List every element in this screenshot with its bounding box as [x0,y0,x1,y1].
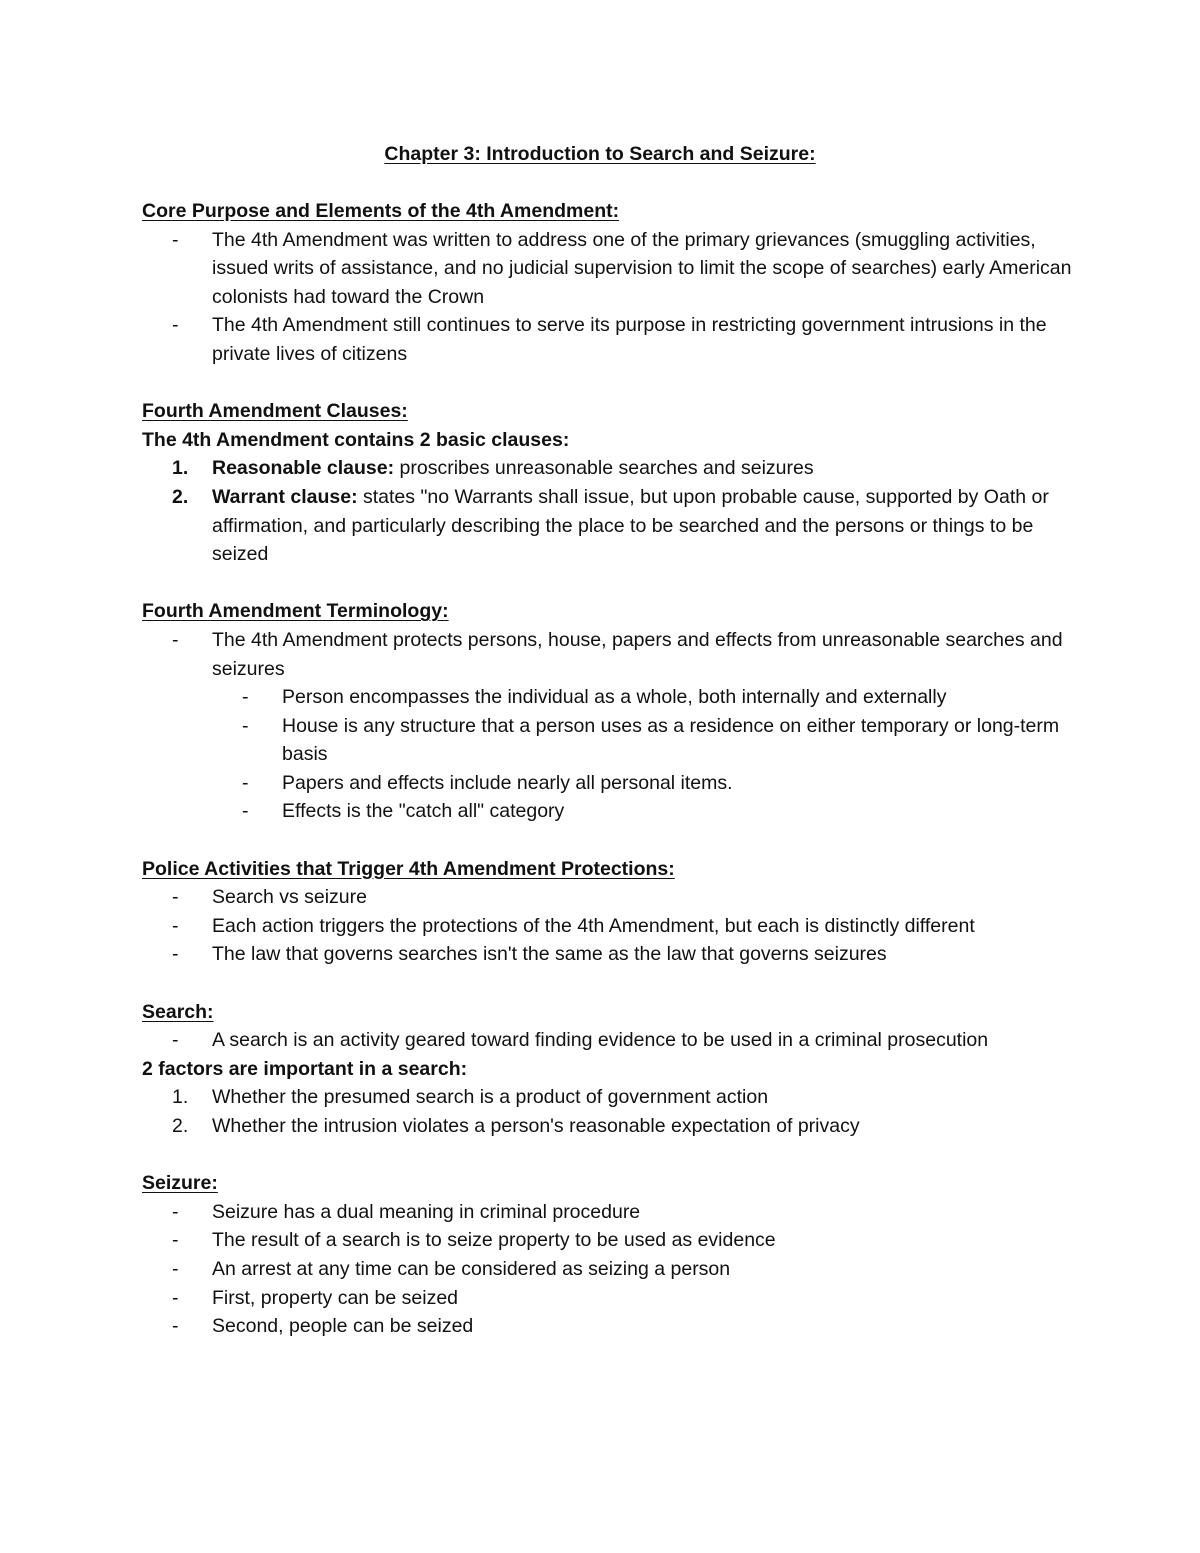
nested-list-item [142,797,1072,826]
section-heading: Fourth Amendment Terminology: [142,600,449,623]
bullet-list [142,1026,1072,1055]
list-item-text: The law that governs searches isn't the same as the law that governs seizures [212,943,887,966]
list-item-text: The result of a search is to seize property to be used as evidence [212,1229,776,1252]
list-item-text: Second, people can be seized [212,1315,474,1338]
list-number: 1. [172,1086,189,1109]
bullet-dash: - [172,1257,179,1280]
list-item-text: Papers and effects include nearly all personal items. [282,771,733,794]
bullet-dash: - [242,714,249,737]
bullet-list [142,1198,1072,1341]
bullet-dash: - [172,1229,179,1252]
list-item [142,912,1072,941]
list-item-text: The 4th Amendment still continues to serve its purpose in restricting government intrusions in the private lives of citizens [212,314,1047,365]
list-item-text: Whether the presumed search is a product of government action [212,1086,769,1109]
list-item [142,311,1072,368]
list-item-text: Seizure has a dual meaning in criminal procedure [212,1200,641,1223]
bullet-dash: - [172,1029,179,1052]
list-item-text: A search is an activity geared toward finding evidence to be used in a criminal prosecution [212,1029,989,1052]
list-item [142,883,1072,912]
numbered-list [142,1083,1072,1140]
bullet-list [142,226,1072,369]
list-item-text: The 4th Amendment was written to address one of the primary grievances (smuggling activities, issued writs of assistance, and no judicial supervision to limit the scope of searches) early American colonists had toward the Crown [212,228,1072,308]
bullet-dash: - [242,686,249,709]
list-item [142,626,1072,683]
list-item-text: The 4th Amendment protects persons, house, papers and effects from unreasonable searches and seizures [212,628,1063,680]
clause-name: Warrant clause: [212,485,358,508]
section-heading: Fourth Amendment Clauses: [142,400,408,423]
list-item-text: Search vs seizure [212,886,367,909]
section-heading: Police Activities that Trigger 4th Amendment Protections: [142,857,675,880]
list-item-text: Whether the intrusion violates a person's reasonable expectation of privacy [212,1115,860,1137]
section-police-activities [142,855,1072,969]
list-item [142,1198,1072,1227]
list-item [142,1226,1072,1255]
list-item-text: Person encompasses the individual as a whole, both internally and externally [282,686,947,709]
list-item-text: First, property can be seized [212,1286,459,1309]
list-item [142,226,1072,312]
list-item-text: Effects is the "catch all" category [282,800,565,823]
clause-name: Reasonable clause: [212,457,395,480]
section-core-purpose [142,197,1072,369]
bullet-dash: - [242,771,249,794]
bullet-dash: - [172,228,179,251]
numbered-list [142,454,1072,568]
section-clauses [142,397,1072,569]
bullet-dash: - [172,1315,179,1338]
list-item [142,483,1072,569]
list-item [142,1312,1072,1341]
section-subheading: The 4th Amendment contains 2 basic clauses: [142,428,570,451]
section-seizure [142,1169,1072,1341]
document-body [142,197,1072,1341]
bullet-dash: - [242,800,249,823]
list-number: 1. [172,457,189,480]
list-item [142,1112,1072,1141]
bullet-dash: - [172,914,179,937]
list-number: 2. [172,485,189,508]
section-heading: Seizure: [142,1172,218,1195]
nested-list-item [142,712,1072,769]
document-title: Chapter 3: Introduction to Search and Seizure: [384,143,816,165]
list-item [142,454,1072,483]
bullet-dash: - [172,1200,179,1223]
section-heading: Core Purpose and Elements of the 4th Amendment: [142,200,620,222]
bullet-dash: - [172,1286,179,1309]
bullet-dash: - [172,943,179,966]
bullet-list [142,883,1072,969]
section-heading: Search: [142,1000,214,1023]
nested-list-item [142,769,1072,798]
list-item [142,940,1072,969]
section-subheading: 2 factors are important in a search: [142,1057,468,1080]
list-item [142,1284,1072,1313]
bullet-dash: - [172,886,179,909]
section-terminology [142,597,1072,826]
section-search [142,998,1072,1141]
nested-list-item [142,683,1072,712]
list-item [142,1255,1072,1284]
bullet-dash: - [172,628,179,651]
list-item-text: An arrest at any time can be considered as seizing a person [212,1257,731,1280]
list-item-text: House is any structure that a person uses as a residence on either temporary or long-term basis [282,714,1060,766]
list-number: 2. [172,1115,189,1137]
clause-text: proscribes unreasonable searches and seizures [394,457,814,480]
clause-text: states "no Warrants shall issue, but upon probable cause, supported by Oath or affirmation, and particularly describing the place to be searched and the persons or things to be seized [212,485,1049,566]
bullet-list [142,626,1072,826]
list-item [142,1083,1072,1112]
list-item [142,1026,1072,1055]
list-item-text: Each action triggers the protections of the 4th Amendment, but each is distinctly different [212,914,975,937]
bullet-dash: - [172,314,179,337]
